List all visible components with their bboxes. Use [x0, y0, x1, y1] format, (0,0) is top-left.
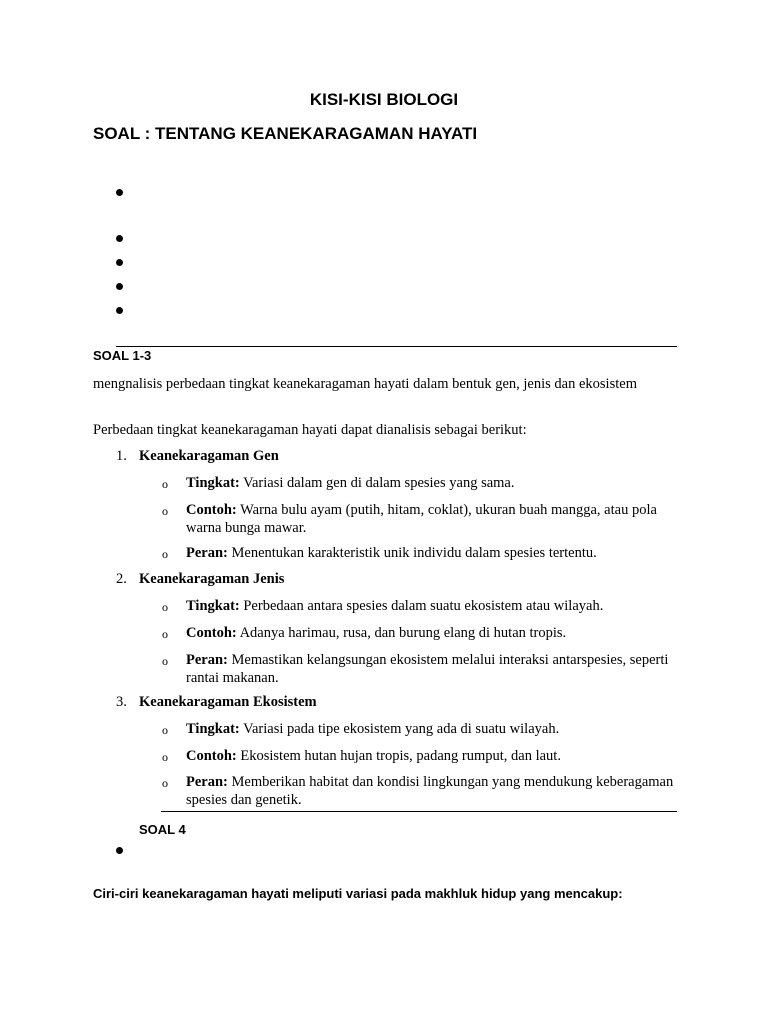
item-text: Memastikan kelangsungan ekosistem melalui interaksi antarspesies, seperti rantai makanan.: [186, 652, 669, 686]
level-title: Keanekaragaman Ekosistem: [139, 694, 317, 710]
item-text: Ekosistem hutan hujan tropis, padang rumput, dan laut.: [236, 748, 561, 764]
item-key: Contoh:: [186, 748, 237, 764]
circle-bullet-icon: o: [162, 600, 168, 614]
bullet-icon: [116, 259, 123, 266]
item-key: Peran:: [186, 652, 228, 668]
circle-bullet-icon: o: [162, 477, 168, 491]
level-jenis: [116, 571, 284, 588]
level-title: Keanekaragaman Jenis: [139, 571, 285, 587]
divider: [116, 346, 677, 347]
list-item: [162, 544, 676, 562]
item-key: Tingkat:: [186, 475, 240, 491]
intro-text: Perbedaan tingkat keanekaragaman hayati dapat dianalisis sebagai berikut:: [93, 422, 527, 438]
circle-bullet-icon: o: [162, 723, 168, 737]
bullet-icon: [116, 235, 123, 242]
level-title: Keanekaragaman Gen: [139, 448, 279, 464]
circle-bullet-icon: o: [162, 776, 168, 790]
circle-bullet-icon: o: [162, 547, 168, 561]
list-number: 3.: [116, 694, 127, 710]
item-key: Contoh:: [186, 502, 237, 518]
list-item: [162, 624, 676, 642]
bullet-icon: [116, 847, 123, 854]
ciri-heading: Ciri-ciri keanekaragaman hayati meliputi variasi pada makhluk hidup yang mencakup:: [93, 886, 623, 901]
item-text: Variasi pada tipe ekosistem yang ada di suatu wilayah.: [239, 721, 560, 737]
item-text: Menentukan karakteristik unik individu dalam spesies tertentu.: [227, 545, 597, 561]
circle-bullet-icon: o: [162, 504, 168, 518]
soal-4-label: SOAL 4: [139, 822, 186, 837]
item-key: Contoh:: [186, 625, 237, 641]
item-text: Perbedaan antara spesies dalam suatu ekosistem atau wilayah.: [239, 598, 604, 614]
item-text: Memberikan habitat dan kondisi lingkungan yang mendukung keberagaman spesies dan genetik.: [186, 774, 674, 808]
list-item: [162, 474, 676, 492]
bullet-icon: [116, 189, 123, 196]
circle-bullet-icon: o: [162, 627, 168, 641]
list-item: [162, 501, 676, 537]
list-number: 1.: [116, 448, 127, 464]
list-item: [162, 720, 676, 738]
subject-title: SOAL : TENTANG KEANEKARAGAMAN HAYATI: [93, 124, 478, 143]
item-text: Variasi dalam gen di dalam spesies yang sama.: [239, 475, 515, 491]
indicator-text: mengnalisis perbedaan tingkat keanekaragaman hayati dalam bentuk gen, jenis dan ekosistem: [93, 376, 637, 392]
item-text: Adanya harimau, rusa, dan burung elang di hutan tropis.: [236, 625, 567, 641]
item-key: Tingkat:: [186, 598, 240, 614]
item-key: Peran:: [186, 774, 228, 790]
circle-bullet-icon: o: [162, 654, 168, 668]
list-item: [162, 597, 676, 615]
list-number: 2.: [116, 571, 127, 587]
bullet-icon: [116, 307, 123, 314]
item-key: Tingkat:: [186, 721, 240, 737]
level-gen: [116, 448, 279, 465]
item-key: Peran:: [186, 545, 228, 561]
circle-bullet-icon: o: [162, 750, 168, 764]
soal-1-3-label: SOAL 1-3: [93, 348, 152, 363]
bullet-icon: [116, 283, 123, 290]
list-item: [162, 747, 676, 765]
item-text: Warna bulu ayam (putih, hitam, coklat), ukuran buah mangga, atau pola warna bunga mawar.: [186, 502, 657, 536]
divider: [161, 811, 677, 812]
list-item: [162, 651, 676, 687]
page-title: KISI-KISI BIOLOGI: [309, 90, 459, 109]
list-item: [162, 773, 676, 809]
level-ekosistem: [116, 694, 317, 711]
